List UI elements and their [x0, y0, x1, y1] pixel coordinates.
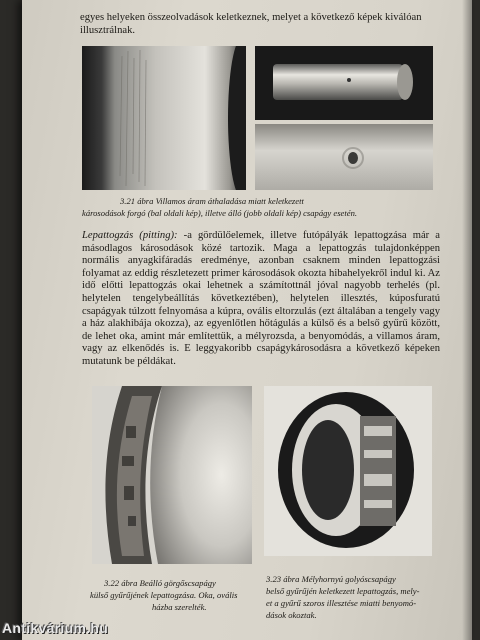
figure-321-left-photo: [82, 46, 246, 190]
figure-323-caption-line-3: et a gyűrű szoros illesztése miatti benyomó-: [266, 598, 417, 608]
figure-321-caption-line-1: 3.21 ábra Villamos áram áthaladása miatt keletkezett: [120, 196, 304, 206]
book-page: [22, 0, 472, 640]
figure-323-photo: [264, 386, 432, 556]
figure-322-photo: [92, 386, 252, 564]
intro-line-1: egyes helyeken összeolvadások keletkeznek, melyet a következő képek kiválóan: [80, 12, 422, 23]
body-term: Lepattogzás (pitting):: [82, 230, 178, 241]
figure-321-raceway-photo: [255, 124, 433, 190]
body-text: -a gördülőelemek, illetve futópályák lepattogzása már a másodlagos károsodások közé tartozik. Maga a lepattogzás tulajdonképpen normális anyagkifáradás eredménye, azonban csaknem minden lepattogzási folyamat az eddig részletezett primer károsodások okozta hibahelyekről indul ki. Az idő előtti lepattogzás okai lehetnek a számítottnál jóval nagyobb terhelés (pl. helytelen tengelybeállítás következtében), helytelen illesztés, kúposfuratú csapágyak túlzott felnyomása a kúpra, ovális eltorzulás (ezt általában a tengely vagy a ház alakhibája okozza), az egyenlőtlen hőtágulás a külső és a belső gyűrű között, de lehet oka, amint már említettük, a mélyrozsda, a benyomódás, a villamos áram, vagy az elkenődés is. E leggyakoribb csapágykárosodásra a következő képeken mutatunk be példákat.: [82, 230, 440, 367]
watermark: Antikvárium.hu: [2, 620, 109, 636]
figure-321-caption-line-2: károsodások forgó (bal oldali kép), illetve álló (jobb oldali kép) csapágy esetén.: [82, 208, 358, 218]
figure-323-caption-line-4: dások okoztak.: [266, 610, 317, 620]
figure-322-caption-line-2: külső gyűrűjének lepattogzása. Oka, ovális: [90, 590, 238, 600]
body-paragraph: [82, 230, 440, 369]
intro-line-2: illusztrálnak.: [80, 25, 136, 36]
figure-322-caption-line-3: házba szerelték.: [152, 602, 207, 612]
figure-323-caption-line-1: 3.23 ábra Mélyhornyú golyóscsapágy: [266, 574, 396, 584]
figure-323-caption-line-2: belső gyűrűjén keletkezett lepattogzás, mely-: [266, 586, 420, 596]
figure-322-caption-line-1: 3.22 ábra Beálló görgőscsapágy: [104, 578, 216, 588]
page-edge-shadow: [462, 0, 472, 640]
figure-321-roller-photo: [255, 46, 433, 120]
